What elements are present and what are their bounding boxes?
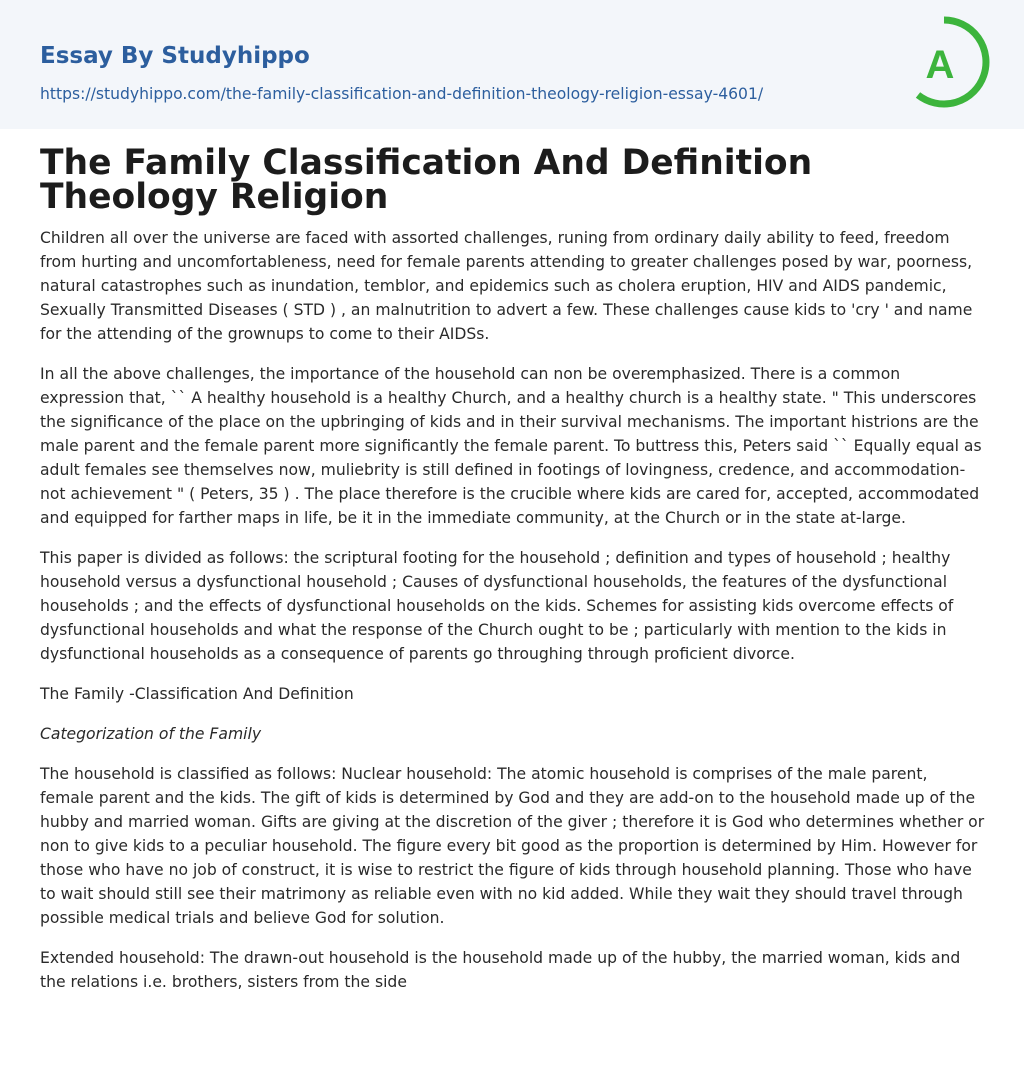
site-brand[interactable]: Essay By Studyhippo [40,43,310,69]
subsection-heading: Categorization of the Family [40,725,262,743]
studyhippo-logo-icon[interactable] [898,16,990,108]
essay-paragraph-4: The household is classified as follows: Nuclear household: The atomic household is comprises of the male parent, female parent and the kids. The gift of kids is determined by God and they are add-on to the household made up of the hubby and married woman. Gifts are giving at the discretion of the giver ; therefore it is God who determines whether or non to give kids to a peculiar household. The figure every bit good as the proportion is determined by Him. However for those who have no job of construct, it is wise to restrict the figure of kids through household planning. Those who have to wait should still see their matrimony as reliable even with no kid added. While they wait they should travel through possible medical trials and believe God for solution. [40,765,985,927]
essay-paragraph-5: Extended household: The drawn-out household is the household made up of the hubby, the married woman, kids and the relations i.e. brothers, sisters from the side [40,949,961,991]
section-heading: The Family -Classification And Definition [40,685,354,703]
site-header [0,0,1024,129]
essay-paragraph-3: This paper is divided as follows: the scriptural footing for the household ; definition and types of household ; healthy household versus a dysfunctional household ; Causes of dysfunctional households, the features of the dysfunctional households ; and the effects of dysfunctional households on the kids. Schemes for assisting kids overcome effects of dysfunctional households and what the response of the Church ought to be ; particularly with mention to the kids in dysfunctional households as a consequence of parents go throughing through proficient divorce. [40,549,954,663]
logo-letter: A [925,43,955,87]
essay-content [40,143,986,1010]
essay-paragraph-2: In all the above challenges, the importance of the household can non be overemphasized. There is a common expression that, `` A healthy household is a healthy Church, and a healthy church is a healthy state. " This underscores the significance of the place on the upbringing of kids and in their survival mechanisms. The important histrions are the male parent and the female parent more significantly the female parent. To buttress this, Peters said `` Equally equal as adult females see themselves now, muliebrity is still defined in footings of lovingness, credence, and accommodation-not achievement " ( Peters, 35 ) . The place therefore is the crucible where kids are cared for, accepted, accommodated and equipped for farther maps in life, be it in the immediate community, at the Church or in the state at-large. [40,365,982,527]
essay-url-link[interactable]: https://studyhippo.com/the-family-classification-and-definition-theology-religion-essay-4601/ [40,85,764,103]
essay-paragraph-1: Children all over the universe are faced with assorted challenges, runing from ordinary daily ability to feed, freedom from hurting and uncomfortableness, need for female parents attending to greater challenges posed by war, poorness, natural catastrophes such as inundation, temblor, and epidemics such as cholera eruption, HIV and AIDS pandemic, Sexually Transmitted Diseases ( STD ) , an malnutrition to advert a few. These challenges cause kids to 'cry ' and name for the attending of the grownups to come to their AIDSs. [40,229,973,343]
essay-title: The Family Classification And Definition Theology Religion [40,143,813,217]
